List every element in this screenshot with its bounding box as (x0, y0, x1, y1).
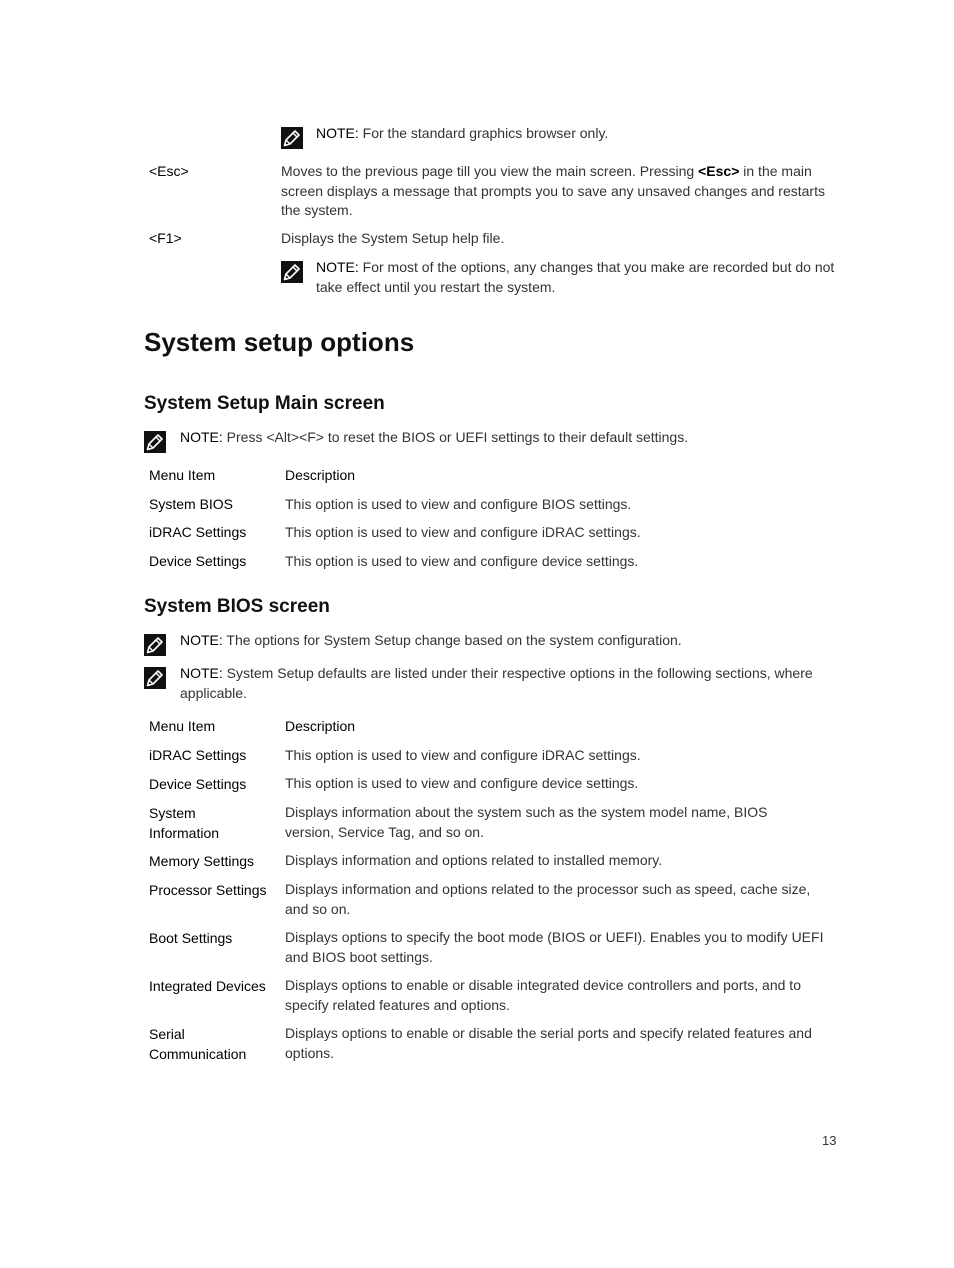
note-body: System Setup defaults are listed under their respective options in the following sections, where applicable. (180, 665, 813, 701)
table-cell-menu-item: Integrated Devices (149, 978, 266, 994)
section-title: System setup options (144, 327, 415, 357)
note-icon (144, 667, 166, 689)
note-text (180, 428, 840, 448)
note-label: NOTE: (180, 632, 223, 648)
key-f1: <F1> (149, 230, 182, 246)
table-cell-description: This option is used to view and configure BIOS settings. (285, 496, 632, 512)
note-label: NOTE: (180, 429, 223, 445)
note-icon (281, 261, 303, 283)
note-text (180, 664, 820, 703)
note-text (316, 124, 836, 144)
table-cell-description: Displays information about the system such as the system model name, BIOS version, Service Tag, and so on. (285, 804, 768, 840)
table-cell-description: This option is used to view and configure device settings. (285, 553, 639, 569)
note-body: For the standard graphics browser only. (358, 125, 609, 141)
note-label: NOTE: (180, 665, 223, 681)
note-text (316, 258, 836, 297)
table-header-description: Description (285, 467, 356, 483)
table-header-menu-item: Menu Item (149, 718, 216, 734)
table-cell-menu-item: iDRAC Settings (149, 747, 247, 763)
table-cell-description: This option is used to view and configure device settings. (285, 775, 639, 791)
table-cell-description: Displays information and options related to installed memory. (285, 852, 663, 868)
note-body: Press <Alt><F> to reset the BIOS or UEFI settings to their default settings. (222, 429, 689, 445)
table-cell-description: This option is used to view and configure iDRAC settings. (285, 524, 641, 540)
table-cell-menu-item: System BIOS (149, 496, 234, 512)
table-cell-menu-item: Memory Settings (149, 853, 255, 869)
note-text (180, 631, 840, 651)
key-f1-description: Displays the System Setup help file. (281, 230, 505, 246)
subsection-title: System BIOS screen (144, 596, 330, 617)
note-label: NOTE: (316, 259, 359, 275)
table-cell-menu-item: Boot Settings (149, 930, 233, 946)
table-cell-description: Displays options to specify the boot mode (BIOS or UEFI). Enables you to modify UEFI and BIOS boot settings. (285, 929, 824, 965)
desc-part: Moves to the previous page till you view the main screen. Pressing (281, 163, 699, 179)
key-esc: <Esc> (149, 163, 189, 179)
note-icon (281, 127, 303, 149)
table-cell-description: Displays information and options related to the processor such as speed, cache size, and so on. (285, 881, 811, 917)
table-cell-description: Displays options to enable or disable integrated device controllers and ports, and to specify related features and options. (285, 977, 801, 1013)
key-esc-description (281, 162, 837, 221)
table-cell-menu-item: Serial Communication (149, 1026, 247, 1062)
note-label: NOTE: (316, 125, 359, 141)
table-cell-description: This option is used to view and configure iDRAC settings. (285, 747, 641, 763)
table-cell-menu-item: Device Settings (149, 776, 247, 792)
table-cell-menu-item: System Information (149, 805, 220, 841)
note-icon (144, 431, 166, 453)
subsection-title: System Setup Main screen (144, 393, 385, 414)
note-body: The options for System Setup change based on the system configuration. (222, 632, 682, 648)
table-cell-description: Displays options to enable or disable the serial ports and specify related features and options. (285, 1025, 812, 1061)
note-body: For most of the options, any changes that you make are recorded but do not take effect until you restart the system. (316, 259, 835, 295)
page-number: 13 (822, 1133, 837, 1148)
note-icon (144, 634, 166, 656)
desc-part: in the main screen displays a message that prompts you to save any unsaved changes and restarts the system. (281, 163, 825, 218)
table-cell-menu-item: Processor Settings (149, 882, 267, 898)
table-cell-menu-item: iDRAC Settings (149, 524, 247, 540)
table-header-menu-item: Menu Item (149, 467, 216, 483)
table-cell-menu-item: Device Settings (149, 553, 247, 569)
table-header-description: Description (285, 718, 356, 734)
desc-bold: <Esc> (698, 163, 740, 179)
